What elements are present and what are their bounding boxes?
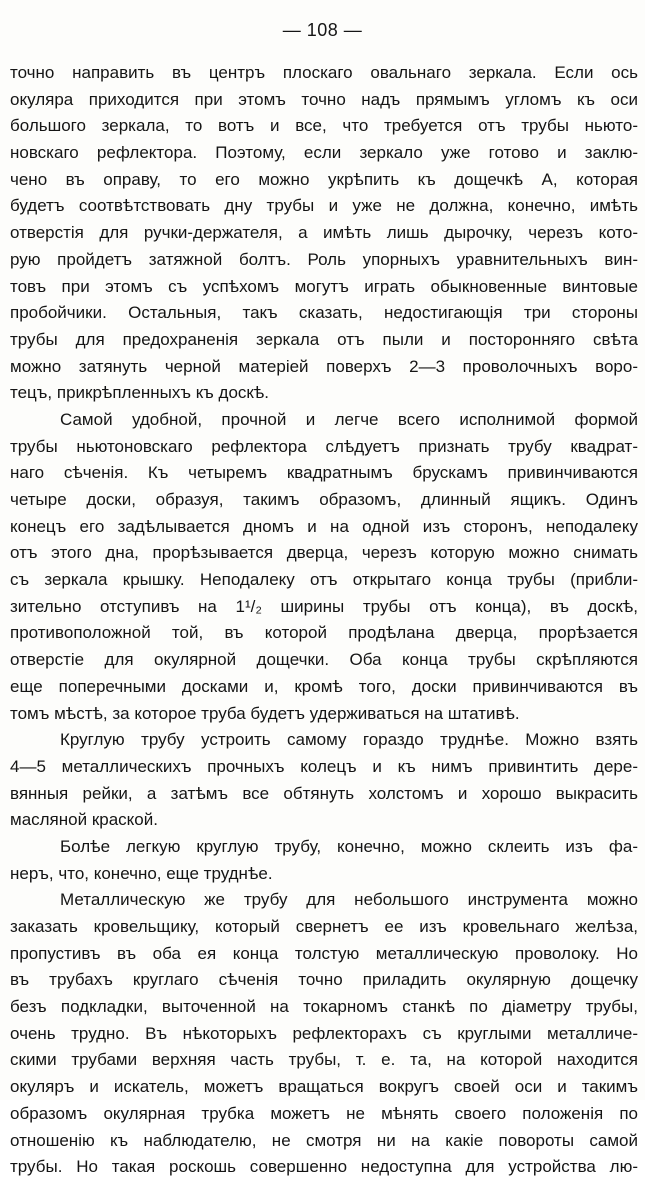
page-number: — 108 — <box>282 20 363 40</box>
paragraph-3 <box>10 727 638 834</box>
text-line: образомъ окулярная трубка можетъ не мѣнять своего положенія по <box>10 1103 638 1123</box>
text-line: окуляра приходится при этомъ точно надъ прямымъ угломъ къ оси <box>10 89 638 109</box>
text-line: Болѣе легкую круглую трубу, конечно, можно склеить изъ фа- <box>60 836 638 856</box>
text-line: очень трудно. Въ нѣкоторыхъ рефлекторахъ съ круглыми металличе- <box>10 1023 638 1043</box>
text-line: вянныя рейки, а затѣмъ все обтянуть холстомъ и хорошо выкрасить <box>10 783 638 803</box>
page-text <box>10 60 638 1181</box>
text-line: отверстія для ручки-держателя, а имѣть лишь дырочку, черезъ кото- <box>10 223 638 243</box>
text-line: трубы ньютоновскаго рефлектора слѣдуетъ признать трубу квадрат- <box>10 436 638 456</box>
text-line: безъ подкладки, выточенной на токарномъ станкѣ по діаметру трубы, <box>10 997 638 1017</box>
text-line: можно затянуть черной матеріей поверхъ 2—3 проволочныхъ воро- <box>10 356 638 376</box>
text-line: противоположной той, въ которой продѣлана дверца, прорѣзается <box>10 623 638 643</box>
paragraph-5 <box>10 887 638 1181</box>
text-line: пропустивъ въ оба ея конца толстую металлическую проволоку. Но <box>10 943 638 963</box>
text-line: неръ, что, конечно, еще труднѣе. <box>10 863 273 883</box>
text-line: отъ этого дна, прорѣзывается дверца, черезъ которую можно снимать <box>10 543 638 563</box>
text-line: Металлическую же трубу для небольшого инструмента можно <box>60 890 638 910</box>
text-line: будетъ соотвѣтствовать дну трубы и уже не должна, конечно, имѣть <box>10 196 638 216</box>
text-line: томъ мѣстѣ, за которое труба будетъ удерживаться на штативѣ. <box>10 703 520 723</box>
text-line: скими трубами верхняя часть трубы, т. е. та, на которой находится <box>10 1050 638 1070</box>
text-line: тецъ, прикрѣпленныхъ къ доскѣ. <box>10 383 269 403</box>
text-line: трубы для предохраненія зеркала отъ пыли и посторонняго свѣта <box>10 329 638 349</box>
text-line: четыре доски, образуя, такимъ образомъ, длинный ящикъ. Одинъ <box>10 490 638 509</box>
text-line: отношенію къ наблюдателю, не смотря ни на какіе повороты самой <box>10 1130 638 1150</box>
text-line: Круглую трубу устроить самому гораздо труднѣе. Можно взять <box>60 730 638 750</box>
text-line: Самой удобной, прочной и легче всего исполнимой формой <box>60 409 638 429</box>
text-line: чено въ оправу, то его можно укрѣпить къ дощечкѣ A, которая <box>10 169 638 189</box>
paragraph-4 <box>10 834 638 887</box>
paragraph-2 <box>10 407 638 727</box>
text-line: новскаго рефлектора. Поэтому, если зеркало уже готово и заклю- <box>10 143 638 163</box>
text-line: наго сѣченія. Къ четыремъ квадратнымъ брускамъ привинчиваются <box>10 463 638 483</box>
text-line: точно направить въ центръ плоскаго овальнаго зеркала. Если ось <box>10 63 638 82</box>
text-line: рую пройдетъ затяжной болтъ. Роль упорныхъ уравнительныхъ вин- <box>10 249 638 269</box>
text-line: съ зеркала крышку. Неподалеку отъ открытаго конца трубы (прибли- <box>10 570 638 590</box>
text-line: отверстіе для окулярной дощечки. Оба конца трубы скрѣпляются <box>10 650 638 670</box>
text-line: зительно отступивъ на 1¹/₂ ширины трубы отъ конца), въ доскѣ, <box>10 596 638 616</box>
text-line: масляной краской. <box>10 810 158 830</box>
text-line: 4—5 металлическихъ прочныхъ колецъ и къ нимъ привинтить дере- <box>10 756 638 776</box>
text-line: заказать кровельщику, который свернетъ ее изъ кровельнаго желѣза, <box>10 917 638 936</box>
text-line: пробойчики. Остальныя, такъ сказать, недостигающія три стороны <box>10 303 638 323</box>
text-line: въ трубахъ круглаго сѣченія точно приладить окулярную дощечку <box>10 970 638 990</box>
paragraph-1 <box>10 60 638 407</box>
text-line: окуляръ и искатель, можетъ вращаться вокругъ своей оси и такимъ <box>10 1077 638 1097</box>
text-line: конецъ его задѣлывается дномъ и на одной изъ сторонъ, неподалеку <box>10 516 638 536</box>
text-line: товъ при этомъ съ успѣхомъ могутъ играть обыкновенные винтовые <box>10 276 638 296</box>
text-line: большого зеркала, то вотъ и все, что требуется отъ трубы ньюто- <box>10 116 638 136</box>
text-line: трубы. Но такая роскошь совершенно недоступна для устройства лю- <box>10 1157 638 1177</box>
text-line: еще поперечными досками и, кромѣ того, доски привинчиваются въ <box>10 676 638 696</box>
